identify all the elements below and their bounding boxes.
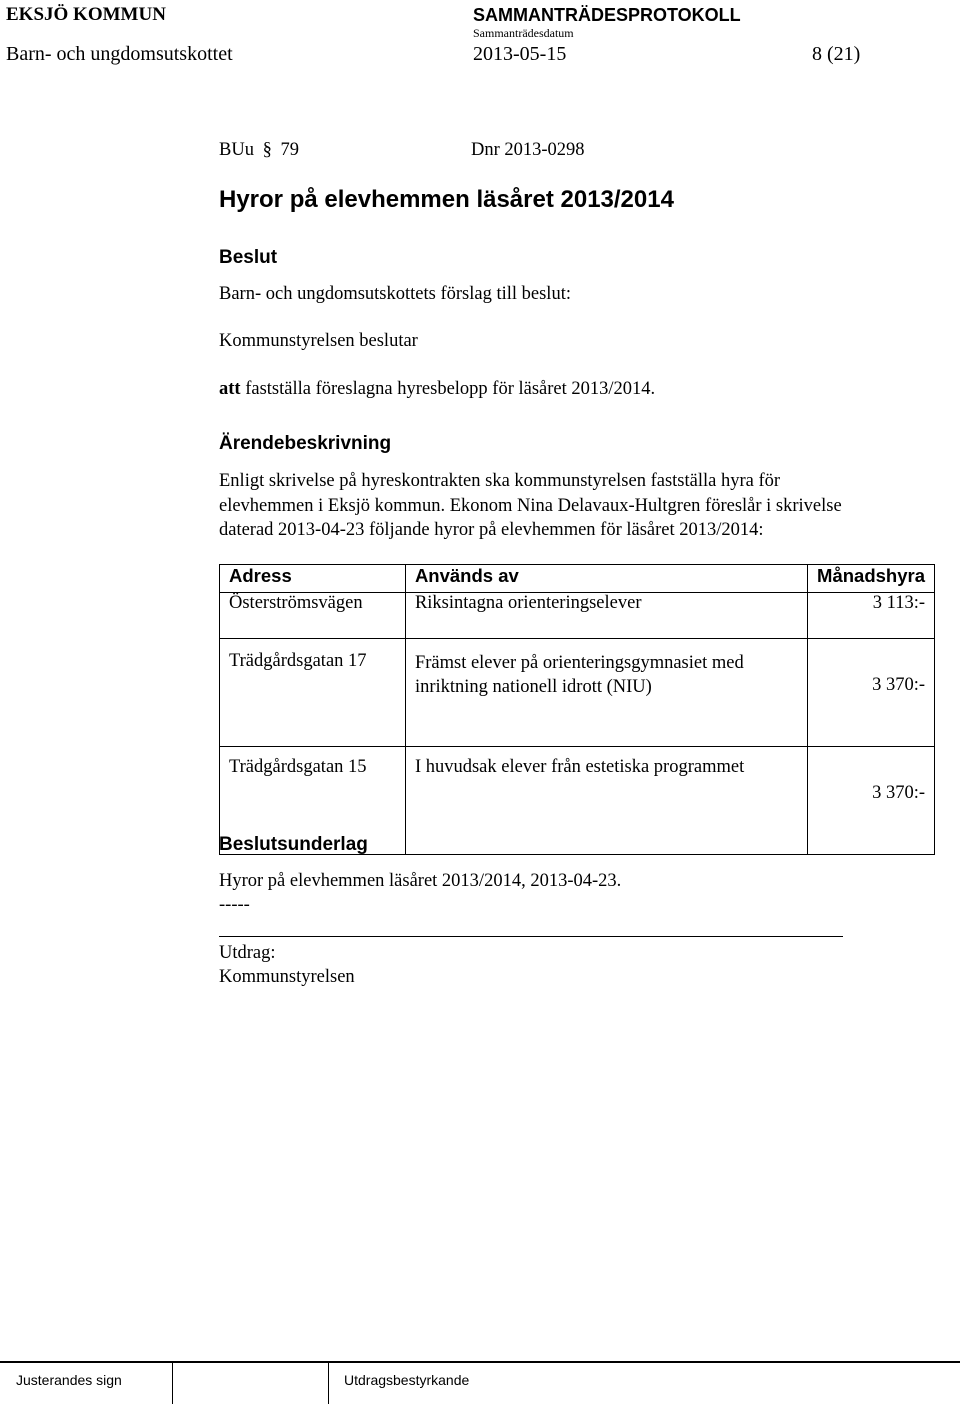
separator-line <box>219 936 843 937</box>
signature-label: Justerandes sign <box>16 1372 122 1388</box>
footer-divider <box>328 1361 329 1404</box>
att-text: fastställa föreslagna hyresbelopp för läsåret 2013/2014. <box>240 379 656 399</box>
basis-heading: Beslutsunderlag <box>219 834 368 855</box>
rent-table <box>219 564 935 855</box>
header-address: Adress <box>220 565 406 593</box>
organization-name: EKSJÖ KOMMUN <box>6 4 166 25</box>
basis-dashes: ----- <box>219 895 250 915</box>
header-monthly-rent: Månadshyra <box>808 565 935 593</box>
cell-used-by: Riksintagna orienteringselever <box>405 593 807 639</box>
description-line-3: daterad 2013-04-23 följande hyror på elevhemmen för läsåret 2013/2014: <box>219 520 764 540</box>
case-prefix: BUu <box>219 140 254 160</box>
cell-used-by-line-1: Främst elever på orienteringsgymnasiet med <box>414 653 744 673</box>
basis-line-1: Hyror på elevhemmen läsåret 2013/2014, 2013-04-23. <box>219 871 622 891</box>
cell-rent: 3 113:- <box>808 593 935 639</box>
case-number-value: 79 <box>280 140 299 160</box>
cell-used-by: I huvudsak elever från estetiska programmet <box>405 747 807 855</box>
cell-rent <box>808 639 935 747</box>
decision-att-clause <box>219 379 655 400</box>
meeting-date-caption: Sammanträdesdatum <box>473 26 574 40</box>
section-sign: § <box>262 140 272 160</box>
dnr: Dnr 2013-0298 <box>471 140 585 160</box>
decision-heading: Beslut <box>219 247 278 268</box>
document-type: SAMMANTRÄDESPROTOKOLL <box>473 5 741 25</box>
page-title: Hyror på elevhemmen läsåret 2013/2014 <box>219 186 674 213</box>
table-row <box>220 593 935 639</box>
cell-rent-value: 3 370:- <box>872 675 925 695</box>
extract-label: Utdrag: <box>219 943 276 963</box>
table-header-row <box>220 565 935 593</box>
description-line-2: elevhemmen i Eksjö kommun. Ekonom Nina Delavaux-Hultgren föreslår i skrivelse <box>219 496 842 516</box>
table-row <box>220 639 935 747</box>
cell-address: Österströmsvägen <box>220 593 406 639</box>
description-heading: Ärendebeskrivning <box>219 433 392 454</box>
cell-used-by <box>405 639 807 747</box>
meeting-date: 2013-05-15 <box>473 43 567 65</box>
footer-rule <box>0 1361 960 1363</box>
cell-used-by-line-2: inriktning nationell idrott (NIU) <box>414 677 652 697</box>
decision-line-2: Kommunstyrelsen beslutar <box>219 331 418 351</box>
decision-line-1: Barn- och ungdomsutskottets förslag till beslut: <box>219 284 571 304</box>
cell-rent <box>808 747 935 855</box>
cell-address: Trädgårdsgatan 15 <box>220 747 406 855</box>
extract-recipient: Kommunstyrelsen <box>219 967 355 987</box>
att-word: att <box>219 379 241 399</box>
footer-divider <box>172 1361 173 1404</box>
page-number: 8 (21) <box>812 43 861 65</box>
cell-rent-value: 3 370:- <box>872 783 925 803</box>
committee-name: Barn- och ungdomsutskottet <box>6 43 233 65</box>
certification-label: Utdragsbestyrkande <box>344 1372 470 1388</box>
case-number <box>219 140 299 161</box>
header-used-by: Används av <box>405 565 807 593</box>
description-line-1: Enligt skrivelse på hyreskontrakten ska kommunstyrelsen fastställa hyra för <box>219 471 781 491</box>
cell-address: Trädgårdsgatan 17 <box>220 639 406 747</box>
